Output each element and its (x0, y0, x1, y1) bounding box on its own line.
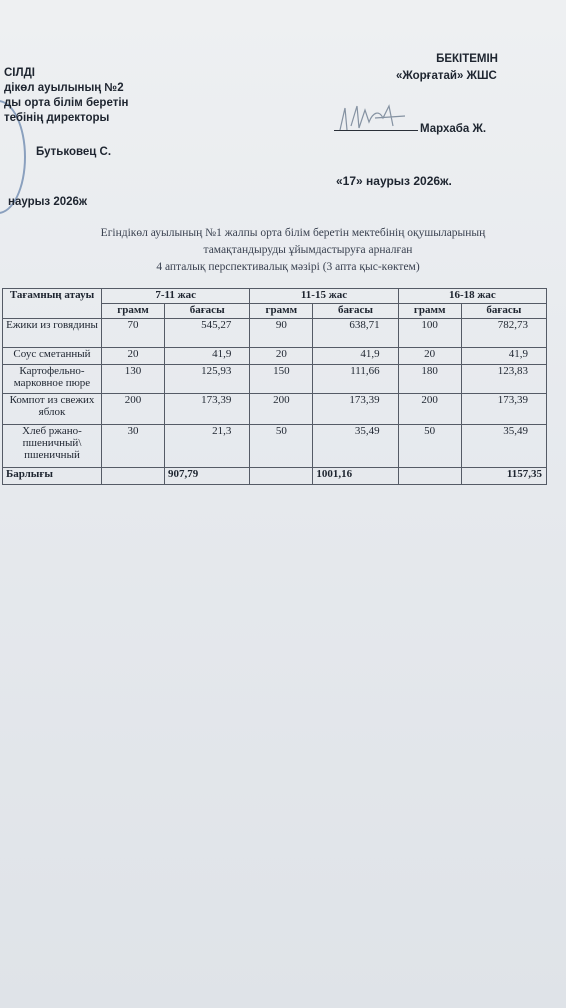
gram-cell: 30 (102, 425, 165, 468)
total-row (3, 468, 547, 485)
group-header-16-18: 16-18 жас (398, 289, 546, 304)
gram-cell: 90 (250, 319, 313, 348)
approval-left-line3: ды орта білім беретін (4, 97, 129, 109)
dish-name: Ежики из говядины (3, 319, 102, 348)
approval-left-signer: Бутьковец С. (36, 146, 112, 158)
gram-header: грамм (250, 304, 313, 319)
price-cell: 35,49 (461, 425, 546, 468)
price-cell: 173,39 (461, 394, 546, 425)
approval-left-line4: тебінің директоры (4, 112, 110, 124)
dish-name: Соус сметанный (3, 348, 102, 365)
price-header: бағасы (165, 304, 250, 319)
total-empty-cell (102, 468, 165, 485)
price-cell: 35,49 (313, 425, 398, 468)
document-title (0, 225, 566, 276)
table-row (3, 348, 547, 365)
title-line1: Егіндікөл ауылының №1 жалпы орта білім беретін мектебінің оқушыларының (100, 227, 486, 239)
group-header-7-11: 7-11 жас (102, 289, 250, 304)
price-cell: 173,39 (313, 394, 398, 425)
gram-cell: 20 (398, 348, 461, 365)
total-11-15: 1001,16 (313, 468, 398, 485)
gram-cell: 150 (250, 365, 313, 394)
total-empty-cell (398, 468, 461, 485)
price-cell: 782,73 (461, 319, 546, 348)
menu-table (2, 288, 547, 485)
price-cell: 545,27 (165, 319, 250, 348)
gram-cell: 100 (398, 319, 461, 348)
gram-header: грамм (398, 304, 461, 319)
approval-right-signer: Мархаба Ж. (420, 123, 487, 135)
price-cell: 21,3 (165, 425, 250, 468)
dish-name: Картофельно-марковное пюре (3, 365, 102, 394)
gram-cell: 200 (250, 394, 313, 425)
approval-left-line1: СІЛДІ (4, 67, 35, 79)
approval-right (330, 52, 562, 188)
gram-cell: 20 (250, 348, 313, 365)
gram-cell: 180 (398, 365, 461, 394)
gram-cell: 50 (398, 425, 461, 468)
handwritten-signature (335, 100, 415, 140)
total-7-11: 907,79 (165, 468, 250, 485)
price-cell: 123,83 (461, 365, 546, 394)
gram-cell: 200 (102, 394, 165, 425)
gram-cell: 70 (102, 319, 165, 348)
price-cell: 638,71 (313, 319, 398, 348)
gram-header: грамм (102, 304, 165, 319)
price-header: бағасы (313, 304, 398, 319)
approval-left-line2: дікөл ауылының №2 (4, 82, 124, 94)
price-cell: 173,39 (165, 394, 250, 425)
price-cell: 111,66 (313, 365, 398, 394)
gram-cell: 50 (250, 425, 313, 468)
table-row (3, 425, 547, 468)
dish-name-header: Тағамның атауы (3, 289, 102, 319)
gram-cell: 20 (102, 348, 165, 365)
approval-right-date: «17» наурыз 2026ж. (336, 174, 452, 188)
total-16-18: 1157,35 (461, 468, 546, 485)
table-group-header-row (3, 289, 547, 304)
approval-right-org: «Жорғатай» ЖШС (396, 70, 497, 82)
price-header: бағасы (461, 304, 546, 319)
total-empty-cell (250, 468, 313, 485)
total-label: Барлығы (3, 468, 102, 485)
price-cell: 41,9 (461, 348, 546, 365)
approval-right-title: БЕКІТЕМІН (436, 53, 498, 65)
price-cell: 125,93 (165, 365, 250, 394)
dish-name: Компот из свежих яблок (3, 394, 102, 425)
title-line2: тамақтандыруды ұйымдастыруға арналған (203, 244, 413, 256)
table-row (3, 394, 547, 425)
price-cell: 41,9 (165, 348, 250, 365)
table-row (3, 319, 547, 348)
dish-name: Хлеб ржано-пшеничный\ пшеничный (3, 425, 102, 468)
approval-left-date: наурыз 2026ж (8, 196, 88, 208)
group-header-11-15: 11-15 жас (250, 289, 398, 304)
approval-left (0, 66, 180, 210)
price-cell: 41,9 (313, 348, 398, 365)
gram-cell: 130 (102, 365, 165, 394)
table-row (3, 365, 547, 394)
gram-cell: 200 (398, 394, 461, 425)
title-line3: 4 апталық перспективалық мәзірі (3 апта қыс-көктем) (156, 261, 420, 273)
